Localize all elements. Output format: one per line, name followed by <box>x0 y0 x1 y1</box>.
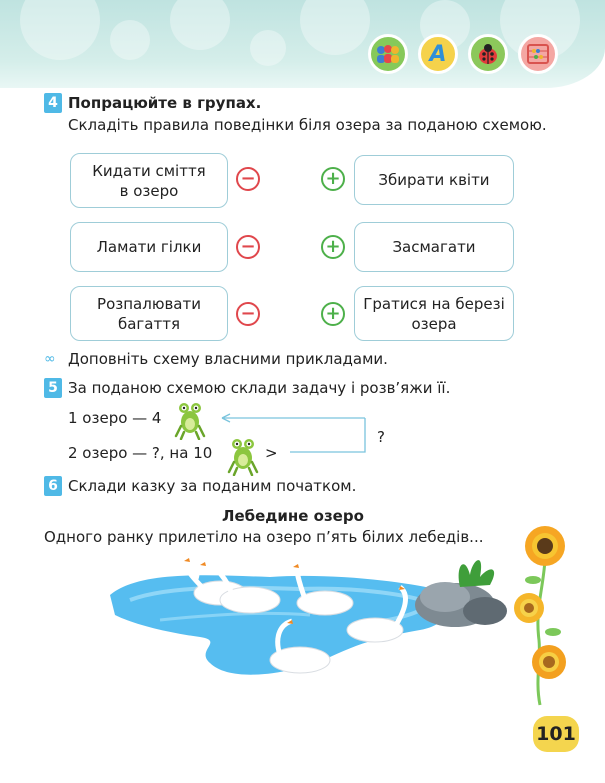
sunflower-decoration <box>505 520 575 710</box>
negative-rule-box <box>70 153 228 208</box>
infinity-icon: ∞ <box>44 351 56 367</box>
abacus-icon <box>518 34 558 74</box>
minus-sign: − <box>236 302 260 326</box>
question-mark: ? <box>377 428 385 446</box>
rule-text-line: Кидати сміття <box>92 161 206 180</box>
rule-text-line: багаття <box>117 314 180 333</box>
scheme-line-1: 1 озеро — 4 <box>68 409 162 427</box>
rule-text-line: Засмагати <box>392 238 476 256</box>
page-header <box>0 0 605 88</box>
task-number-6: 6 <box>44 476 62 496</box>
ladybug-icon <box>468 34 508 74</box>
positive-rule-box <box>354 155 514 205</box>
minus-sign: − <box>236 167 260 191</box>
minus-sign: − <box>236 235 260 259</box>
greater-sign: > <box>265 444 278 462</box>
rule-text-line: в озеро <box>119 181 179 200</box>
scheme-line-2: 2 озеро — ?, на 10 <box>68 444 213 462</box>
task6-instructions: Склади казку за поданим початком. <box>68 477 357 495</box>
page-number: 101 <box>533 716 579 752</box>
story-title: Лебедине озеро <box>222 507 364 525</box>
rule-text-line: Збирати квіти <box>378 171 490 189</box>
letter-a-icon: A <box>418 34 458 74</box>
positive-rule-box <box>354 222 514 272</box>
negative-rule-box <box>70 286 228 341</box>
positive-rule-box <box>354 286 514 341</box>
task4-instructions: Складіть правила поведінки біля озера за поданою схемою. <box>68 116 547 134</box>
task4-title: Попрацюйте в групах. <box>68 94 262 112</box>
plus-sign: + <box>321 167 345 191</box>
rule-text-line: Гратися на березі <box>363 294 505 313</box>
rule-text-line: Розпалювати <box>97 294 201 313</box>
group-work-icon <box>368 34 408 74</box>
negative-rule-box <box>70 222 228 272</box>
swan-lake-illustration <box>100 545 520 685</box>
frog-icon <box>227 436 259 476</box>
plus-sign: + <box>321 235 345 259</box>
rule-text-line: озера <box>411 314 457 333</box>
rule-text-line: Ламати гілки <box>96 238 202 256</box>
story-start: Одного ранку прилетіло на озеро п’ять білих лебедів... <box>44 528 484 546</box>
plus-sign: + <box>321 302 345 326</box>
task-number-5: 5 <box>44 378 62 398</box>
extra-instruction: Доповніть схему власними прикладами. <box>68 350 388 368</box>
task5-instructions: За поданою схемою склади задачу і розв’яжи її. <box>68 379 451 397</box>
task-number-4: 4 <box>44 93 62 113</box>
